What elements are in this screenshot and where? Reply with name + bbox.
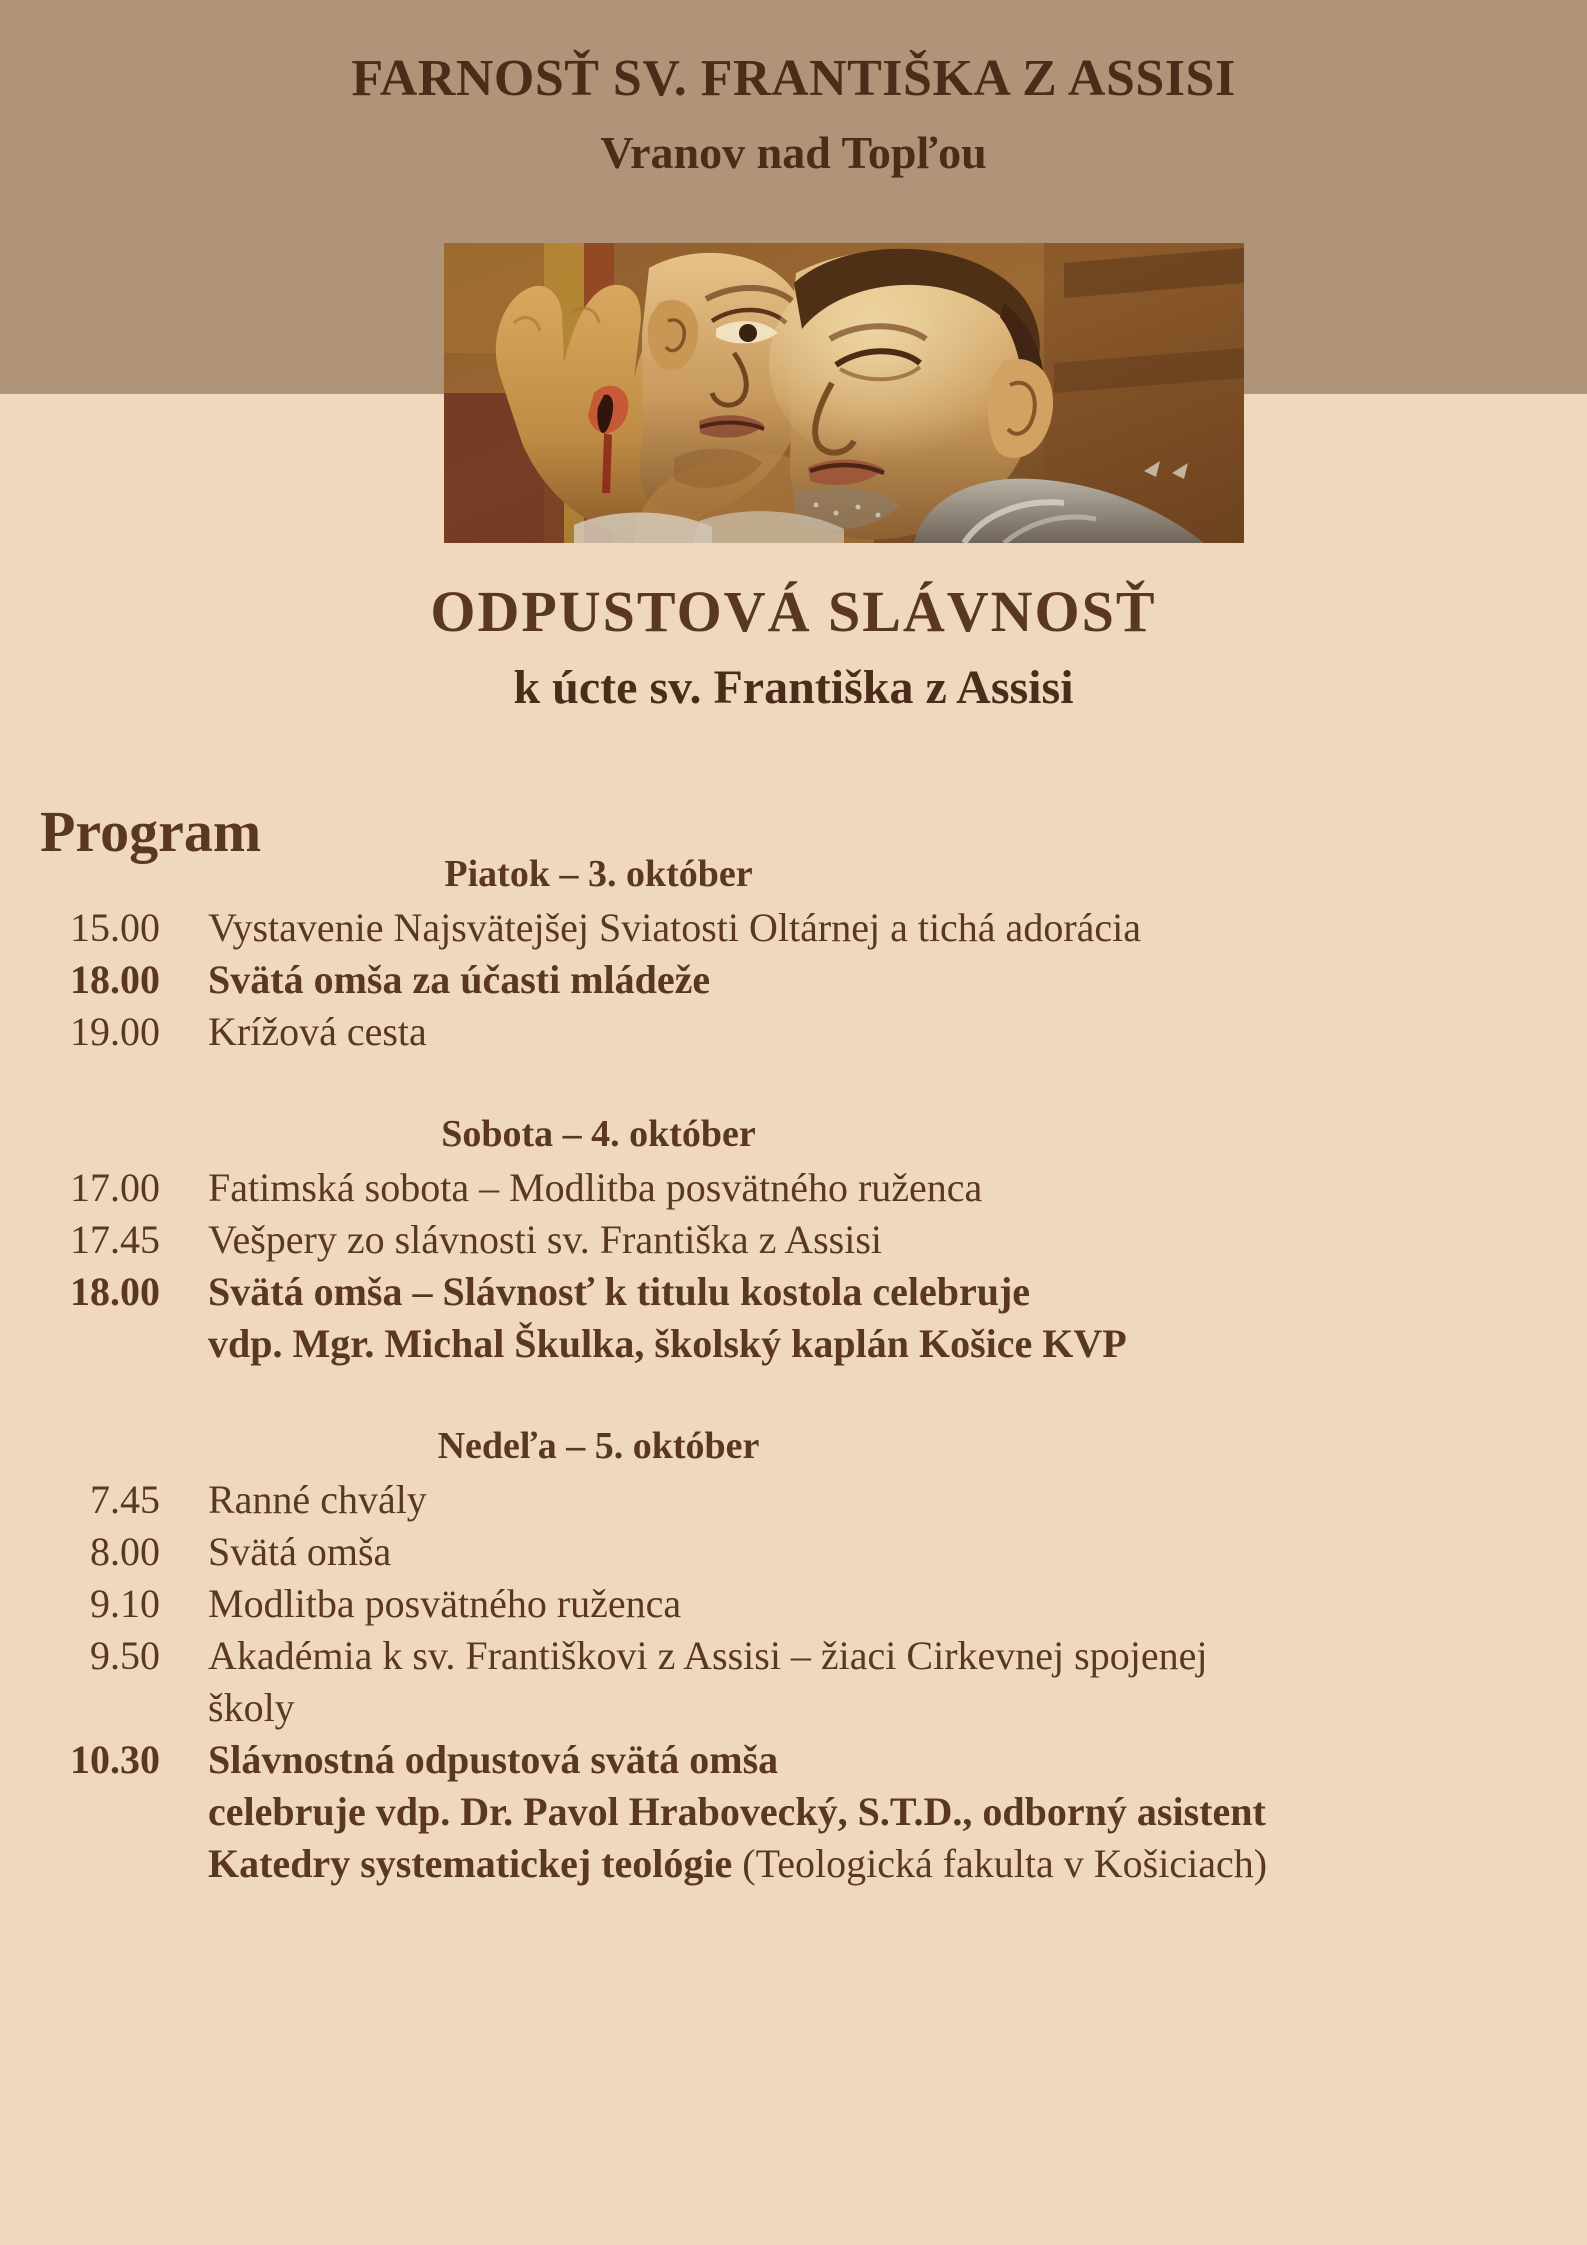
program-description: Akadémia k sv. Františkovi z Assisi – žiaci Cirkevnej spojenej [208,1633,1208,1678]
program-description: Fatimská sobota – Modlitba posvätného ruženca [208,1165,983,1210]
program-description: celebruje vdp. Dr. Pavol Hrabovecký, S.T.D., odborný asistent [208,1789,1266,1834]
program-row [0,1266,1587,1318]
program-row [0,1214,1587,1266]
program-heading: Program [40,799,262,864]
day-spacer [0,1370,1587,1424]
program-time: 15.00 [70,905,160,950]
program-time: 10.30 [70,1737,160,1782]
program-description: Svätá omša [208,1529,392,1574]
program-time: 17.00 [70,1165,160,1210]
program-time: 18.00 [70,957,160,1002]
day-block [0,1424,1587,1890]
program-row [0,1526,1587,1578]
program-description: Vystavenie Najsvätejšej Sviatosti Oltárnej a tichá adorácia [208,905,1142,950]
program-row [0,1630,1587,1682]
program-row [0,1318,1587,1370]
parish-title: FARNOSŤ SV. FRANTIŠKA Z ASSISI [351,50,1236,107]
day-spacer [0,1058,1587,1112]
program-description-regular: (Teologická fakulta v Košiciach) [742,1841,1268,1886]
program-time: 8.00 [90,1529,160,1574]
program-row [0,902,1587,954]
program-row [0,1838,1587,1890]
program-description: Svätá omša – Slávnosť k titulu kostola celebruje [208,1269,1031,1314]
program-row [0,1578,1587,1630]
program-row [0,1006,1587,1058]
parish-city: Vranov nad Topľou [600,127,987,178]
artwork-image [444,243,1244,543]
program-description: Modlitba posvätného ruženca [208,1581,682,1626]
program-description: Slávnostná odpustová svätá omša [208,1737,779,1782]
feast-title: ODPUSTOVÁ SLÁVNOSŤ [430,579,1157,644]
program-description: Vešpery zo slávnosti sv. Františka z Assisi [208,1217,883,1262]
program-row [0,1162,1587,1214]
program-time: 7.45 [90,1477,160,1522]
program-time: 18.00 [70,1269,160,1314]
program-description-bold: Katedry systematickej teológie [208,1841,743,1886]
day-heading: Piatok – 3. október [444,853,753,895]
artwork-illustration [444,243,1244,543]
program-row [0,1474,1587,1526]
program-row [0,1734,1587,1786]
program-description [160,1838,1587,1890]
program-description: vdp. Mgr. Michal Škulka, školský kaplán Košice KVP [208,1321,1127,1366]
program-description: Krížová cesta [208,1009,427,1054]
feast-subtitle: k úcte sv. Františka z Assisi [513,661,1074,714]
program-row [0,1682,1587,1734]
program-time: 19.00 [70,1009,160,1054]
day-block [0,852,1587,1058]
program-time: 17.45 [70,1217,160,1262]
program-row [0,954,1587,1006]
program-time: 9.50 [90,1633,160,1678]
program-description: školy [208,1685,295,1730]
program-list [0,852,1587,1890]
day-block [0,1112,1587,1370]
program-time: 9.10 [90,1581,160,1626]
program-description: Ranné chvály [208,1477,427,1522]
program-row [0,1786,1587,1838]
day-heading: Nedeľa – 5. október [437,1425,760,1467]
program-description: Svätá omša za účasti mládeže [208,957,711,1002]
day-heading: Sobota – 4. október [441,1113,756,1155]
